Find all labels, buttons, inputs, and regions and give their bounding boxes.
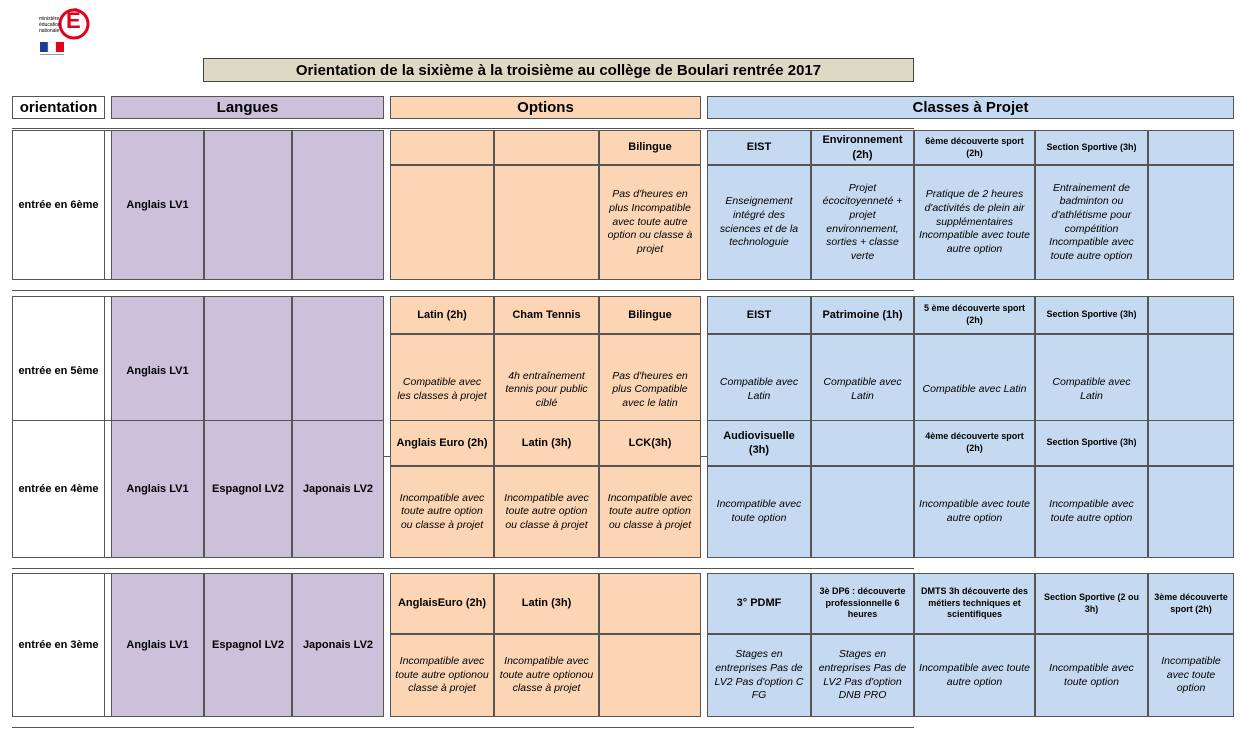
project-description: Incompatible avec toute option	[1035, 634, 1148, 717]
separator-line	[12, 128, 914, 129]
project-name: EIST	[707, 130, 811, 165]
row-separator	[12, 290, 914, 291]
option-name: Cham Tennis	[494, 296, 599, 334]
ministry-logo	[38, 4, 90, 58]
project-name: Section Sportive (3h)	[1035, 130, 1148, 165]
project-description: Compatible avec Latin	[707, 334, 811, 446]
language-cell: Japonais LV2	[292, 420, 384, 558]
project-name: Section Sportive (3h)	[1035, 296, 1148, 334]
option-description	[599, 634, 701, 717]
option-name: LCK(3h)	[599, 420, 701, 466]
project-description: Pratique de 2 heures d'activités de plein air supplémentaires Incompatible avec toute autre option	[914, 165, 1035, 280]
row-label: entrée en 6ème	[12, 130, 105, 280]
project-description: Incompatible avec toute autre option	[1035, 466, 1148, 558]
option-description	[494, 165, 599, 280]
option-name: Anglais Euro (2h)	[390, 420, 494, 466]
project-name	[1148, 420, 1234, 466]
language-cell: Espagnol LV2	[204, 420, 292, 558]
language-cell	[292, 130, 384, 280]
project-name: 3ème découverte sport (2h)	[1148, 573, 1234, 634]
option-description: Compatible avec les classes à projet	[390, 334, 494, 446]
project-name: DMTS 3h découverte des métiers techniques et scientifiques	[914, 573, 1035, 634]
option-name	[390, 130, 494, 165]
option-description	[390, 165, 494, 280]
project-description: Compatible avec Latin	[1035, 334, 1148, 446]
language-cell	[204, 130, 292, 280]
language-cell: Anglais LV1	[111, 573, 204, 717]
project-name: 4ème découverte sport (2h)	[914, 420, 1035, 466]
project-name: 5 ème découverte sport (2h)	[914, 296, 1035, 334]
option-description: Incompatible avec toute autre optionou classe à projet	[390, 634, 494, 717]
language-cell: Anglais LV1	[111, 130, 204, 280]
project-name: 3° PDMF	[707, 573, 811, 634]
option-description: Incompatible avec toute autre option ou classe à projet	[599, 466, 701, 558]
page-title: Orientation de la sixième à la troisième au collège de Boulari rentrée 2017	[203, 58, 914, 82]
language-cell: Espagnol LV2	[204, 573, 292, 717]
option-name: Bilingue	[599, 296, 701, 334]
project-name: EIST	[707, 296, 811, 334]
project-description	[1148, 466, 1234, 558]
language-cell: Anglais LV1	[111, 420, 204, 558]
option-name: Latin (3h)	[494, 573, 599, 634]
option-name: Latin (3h)	[494, 420, 599, 466]
header-langues: Langues	[111, 96, 384, 119]
logo-text-2: éducation	[39, 22, 61, 28]
project-name: Environnement (2h)	[811, 130, 914, 165]
project-description: Entrainement de badminton ou d'athlétisme pour compétition Incompatible avec toute autre option	[1035, 165, 1148, 280]
project-name	[811, 420, 914, 466]
project-description: Enseignement intégré des sciences et de la technologuie	[707, 165, 811, 280]
logo-letter: É	[66, 8, 81, 33]
option-description: Incompatible avec toute autre option ou classe à projet	[494, 466, 599, 558]
option-description: Incompatible avec toute autre optionou classe à projet	[494, 634, 599, 717]
project-description	[811, 466, 914, 558]
project-name: 6ème découverte sport (2h)	[914, 130, 1035, 165]
project-description: Incompatible avec toute autre option	[914, 634, 1035, 717]
header-classes-projet: Classes à Projet	[707, 96, 1234, 119]
option-name	[494, 130, 599, 165]
option-name	[599, 573, 701, 634]
project-description: Compatible avec Latin	[811, 334, 914, 446]
project-name	[1148, 296, 1234, 334]
option-description: Pas d'heures en plus Incompatible avec toute autre option ou classe à projet	[599, 165, 701, 280]
project-description	[1148, 165, 1234, 280]
row-label: entrée en 5ème	[12, 296, 105, 446]
logo-text-3: nationale	[39, 28, 60, 34]
project-description: Incompatible avec toute option	[1148, 634, 1234, 717]
row-separator	[12, 727, 914, 728]
project-name: Section Sportive (3h)	[1035, 420, 1148, 466]
project-description: Compatible avec Latin	[914, 334, 1035, 446]
project-name: Audiovisuelle (3h)	[707, 420, 811, 466]
project-description: Stages en entreprises Pas de LV2 Pas d'option C FG	[707, 634, 811, 717]
language-cell: Anglais LV1	[111, 296, 204, 446]
row-label: entrée en 3ème	[12, 573, 105, 717]
project-name: Section Sportive (2 ou 3h)	[1035, 573, 1148, 634]
language-cell: Japonais LV2	[292, 573, 384, 717]
option-description: 4h entraînement tennis pour public ciblé	[494, 334, 599, 446]
logo-text-1: ministère	[39, 16, 60, 22]
option-name: Bilingue	[599, 130, 701, 165]
option-description: Incompatible avec toute autre option ou classe à projet	[390, 466, 494, 558]
project-description: Incompatible avec toute autre option	[914, 466, 1035, 558]
option-name: Latin (2h)	[390, 296, 494, 334]
project-description: Projet écocitoyenneté + projet environnement, sorties + classe verte	[811, 165, 914, 280]
option-description: Pas d'heures en plus Compatible avec le latin	[599, 334, 701, 446]
project-name: 3è DP6 : découverte professionnelle 6 heures	[811, 573, 914, 634]
header-options: Options	[390, 96, 701, 119]
project-name	[1148, 130, 1234, 165]
project-description: Incompatible avec toute option	[707, 466, 811, 558]
project-description: Stages en entreprises Pas de LV2 Pas d'option DNB PRO	[811, 634, 914, 717]
row-label: entrée en 4ème	[12, 420, 105, 558]
option-name: AnglaisEuro (2h)	[390, 573, 494, 634]
header-orientation: orientation	[12, 96, 105, 119]
row-separator	[12, 568, 914, 569]
project-name: Patrimoine (1h)	[811, 296, 914, 334]
